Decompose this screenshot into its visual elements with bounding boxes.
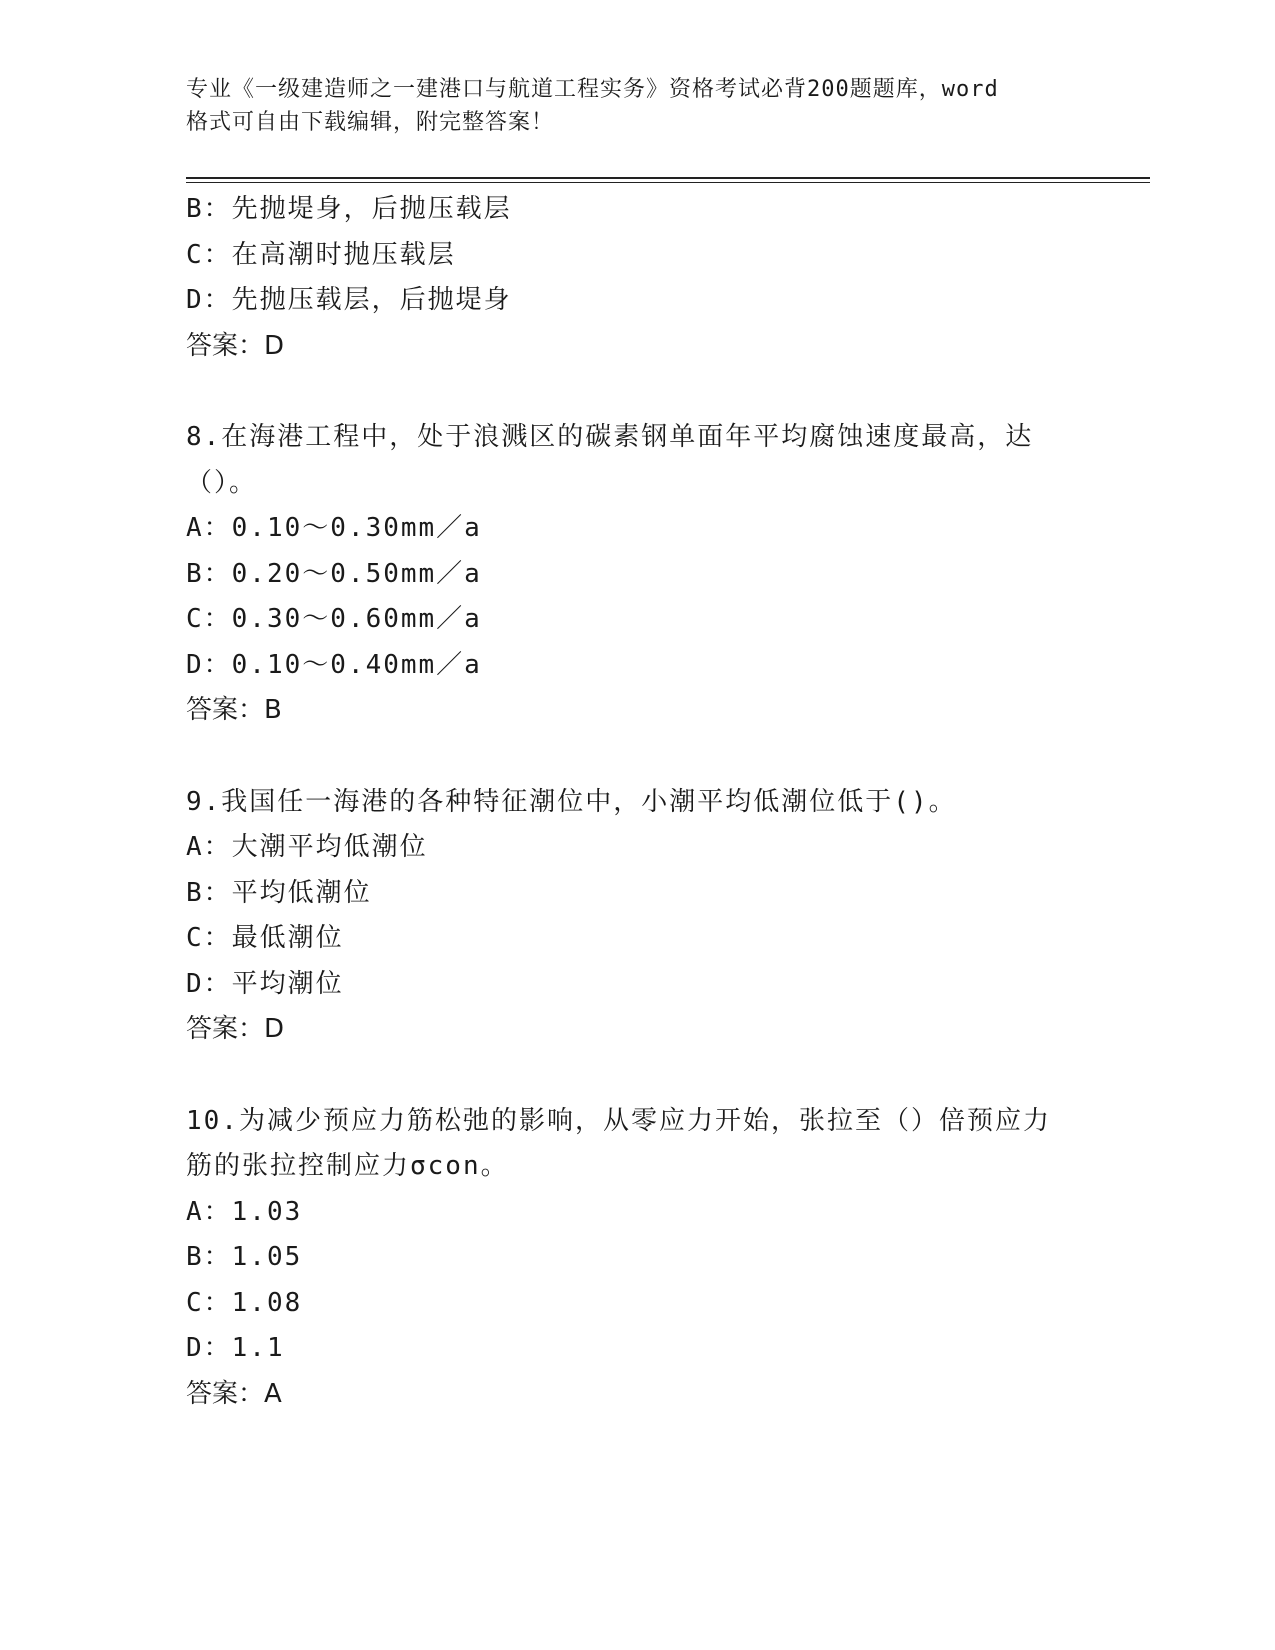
- question-9: [186, 780, 1086, 1053]
- header-divider-thick: [186, 177, 1150, 179]
- document-header: [186, 73, 1066, 139]
- answer-line: 答案：D: [186, 330, 285, 361]
- option-a: A：大潮平均低潮位: [186, 832, 428, 862]
- option-d: D：先抛压载层，后抛堤身: [186, 285, 512, 315]
- option-a: A：0.10～0.30mm／a: [186, 513, 482, 543]
- question-list: [186, 187, 1086, 1417]
- question-8: [186, 415, 1086, 734]
- answer-line: 答案：A: [186, 1378, 282, 1409]
- question-7: [186, 187, 1086, 369]
- option-d: D：平均潮位: [186, 968, 344, 999]
- question-10: [186, 1099, 1086, 1418]
- spacer: [186, 734, 1086, 780]
- option-c: C：1.08: [186, 1287, 303, 1318]
- question-stem: 10.为减少预应力筋松弛的影响，从零应力开始，张拉至（）倍预应力: [186, 1105, 1051, 1136]
- option-b: B：1.05: [186, 1242, 303, 1272]
- question-stem: 8.在海港工程中，处于浪溅区的碳素钢单面年平均腐蚀速度最高，达: [186, 422, 1034, 452]
- header-line-1: 专业《一级建造师之一建港口与航道工程实务》资格考试必背200题题库，word: [186, 77, 999, 102]
- option-d: D：1.1: [186, 1333, 285, 1363]
- answer-line: 答案：D: [186, 1014, 285, 1044]
- question-stem: 9.我国任一海港的各种特征潮位中，小潮平均低潮位低于()。: [186, 786, 957, 817]
- header-divider-thin: [186, 182, 1150, 183]
- option-b: B：先抛堤身，后抛压载层: [186, 194, 512, 224]
- spacer: [186, 1053, 1086, 1099]
- option-b: B：平均低潮位: [186, 877, 372, 908]
- spacer: [186, 369, 1086, 415]
- answer-line: 答案：B: [186, 695, 282, 725]
- option-c: C：在高潮时抛压载层: [186, 239, 456, 270]
- option-a: A：1.03: [186, 1196, 303, 1227]
- option-b: B：0.20～0.50mm／a: [186, 558, 482, 589]
- option-c: C：最低潮位: [186, 923, 344, 953]
- header-line-2: 格式可自由下载编辑，附完整答案！: [186, 110, 555, 135]
- question-stem-continued: （）。: [186, 467, 258, 498]
- option-d: D：0.10～0.40mm／a: [186, 649, 482, 680]
- question-stem-continued: 筋的张拉控制应力σcon。: [186, 1151, 509, 1181]
- option-c: C：0.30～0.60mm／a: [186, 604, 482, 634]
